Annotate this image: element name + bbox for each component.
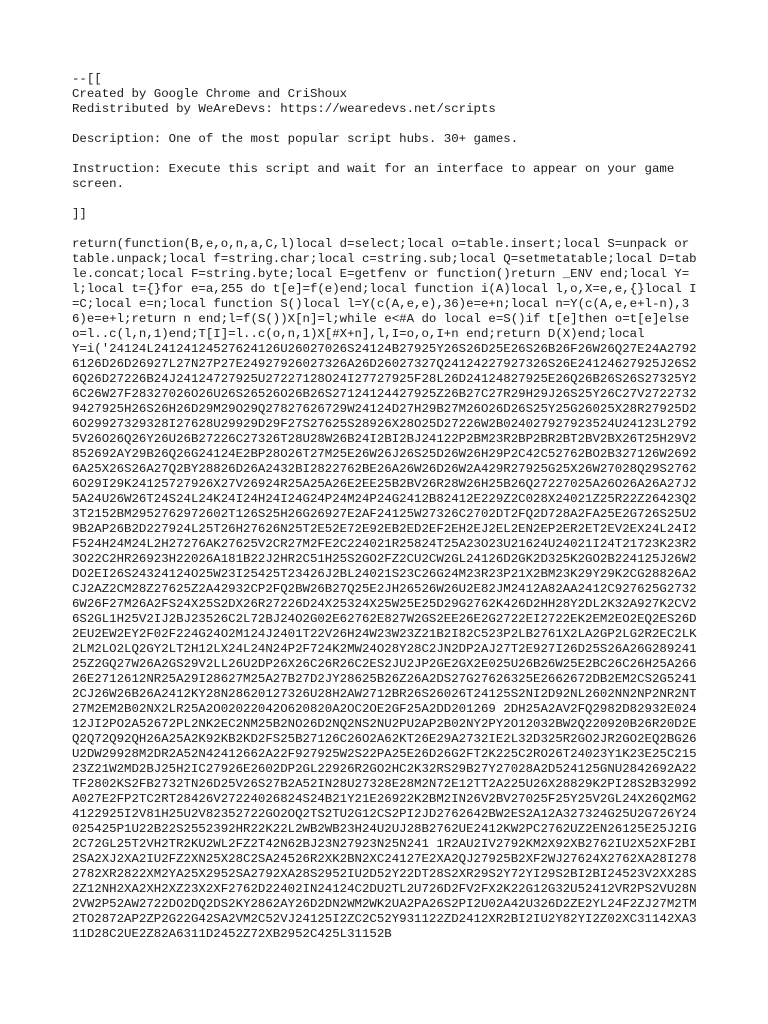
redistributed-by-line: Redistributed by WeAreDevs: https://wearedevs.net/scripts [72,102,496,116]
encoded-payload: Y=i('24124L24124124527624126U26027026S24124B27925Y26S26D25E26S26B26F26W26Q27E24A27926126D26D26927L27N27P27E24927926027326A26D26027327Q24124227927326S26E24124627925J26S26Q26D27226B24J24124727925U27227128O24I27727925F28L26D24124827925E26Q26B26S26S27325Y26C26W27F28327026O26U26S26526O26B26S27124124427925Z26B27C27R29H29J26S25Y26C27V27227329427925H26S26H26D29M29O29Q27827626729W24124D27H29B27M26O26D26S25Y25G26025X28R27925D26O29927329328I27628U29929D29F27S27625S28926X28O25D27226W2B024027927923524U24123L27925V26O26Q26Y26U26B27226C27326T28U28W26B24I2BI2BJ24122P2BM23R2BP2BR2BT2BV2BX26T25H29V2852692AY29B26Q26G24124E2BP28O26T27M25E26W26J26S25D26W26H29P2C42C52762BO2B327126W26926A25X26S26A27Q2BY28826D26A2432BI2822762BE26A26W26D26W2A429R27925G25X26W27028Q29S27626O29I29K24125727926X27V26924R25A25A26E2EE25B2BV26R28W26H25B26Q27227025A26O26A26A27J25A24U26W26T24S24L24K24I24H24I24G24P24M24P24G2412B82412E229Z2C028X24021Z25R22Z26423Q23T2152BM2952762972602T126S25H26G26927E2AF24125W27326C2702DT2FQ2D728A2FA25E2G726S25U29B2AP26B2D227924L25T26H27626N25T2E52E72E92EB2ED2EF2EH2EJ2EL2EN2EP2ER2ET2EV2EX24L24I2F524H24M24L2H27276AK27625V2CR27M2FE2C224021R25824T25A23O23U21624U24021I24T21723K23R23O22C2HR26923H22026A181B22J2HR2C51H25S2GO2FZ2CU2CW2GL24126D2GK2D325K2GO2B224125J26W2DO2EI26S24324124O25W23I25425T23426J2BL24021S23C26G24M23R23P21X2BM23K29Y29K2CG28826A2CJ2AZ2CM28Z27625Z2A42932CP2FQ2BW26B27Q25E2JH26526W26U2E82JM2412A82AA2412C927625G27326W26F27M26A2FS24X25S2DX26R27226D24X25324X25W25E25D29G2762K426D2HH28Y2DL2K32A927K2CV26S2GL1H25V2IJ2BJ23526C2L72BJ24O2G02E62762E827W2GS2EE26E2G2722EI2722EK2EM2EO2EQ2ES26D2EU2EW2EY2F02F224G24O2M124J2401T22V26H24W23W23Z21B2I82C523P2LB2761X2LA2GP2LG2R2EC2LK2LM2LO2LQ2GY2LT2H12LX24L24N24P2F724K2MW24O28Y28C2JN2DP2AJ27T2E927I26D25S26A26G28924125Z2GQ27W26A2GS29V2LL26U2DP26X26C26R26C2ES2JU2JP2GE2GX2E025U26B26W25E2BC26C26H25A26626E2712612NR25A29I28627M25A27B27D2JY28625B26Z26A2DS27G27626325E2662672DB2EM2CS2G52412CJ26W26B26A2412KY28N28620127326U28H2AW2712BR26S26026T24125S2NI2D92NL2602NN2NP2NR2NT27M2EM2B02NX2LR25A2O02022042O620820A2OC2OE2GF25A2DD201269 2DH25A2AV2FQ2982D82932E02412JI2PO2A52672PL2NK2EC2NM25B2NO26D2NQ2NS2NU2PU2AP2B02NY2PY2O12032BW2Q220920B26R20D2EQ2Q72Q92QH26A25A2K92KB2KD2FS25B27126C26O2A62KT26E29A2732IE2L32D325R2GO2JR2GO2EQ2BG26U2DW29928M2DR2A52N42412662A22F927925W2S22PA25E26D26G2FT2K225C2RO26T24023Y1K23E25C21523Z21W2MD2BJ25H2IC27926E2602DP2GL22926R2GO2HC2K32RS29B27Y27028A2D524125GNU2842692A22TF2802KS2FB2732TN26D25V26S27B2A52IN28U27328E28M2N72E12TT2A225U26X28829K2PI28S2B32992A027E2FP2TC2RT28426V27224026824S24B21Y21E26922K2BM2IN26V2BV27025F25Y25V2GL24X26Q2MG24122925I2V81H25U2V82352722GO2OQ2TS2TU2G12CS2PI2JD2762642BW2ES2A12A327324G25U2G726Y24025425P1U22B22S2552392HR22K22L2WB2WB23H24U2UJ28B2762UE2412KW2PC2762UZ2EN26125E25J2IG2C72GL25T2VH2TR2KU2WL2FZ2T42N62BJ23N27923N25N241 1R2AU2IV2792KM2X92XB2762IU2X52XF2BI2SA2XJ2XA2IU2FZ2XN25X28C2SA24526R2XK2BN2XC24127E2XA2QJ27925B2XF2WJ27624X2762XA28I2782782XR2822XM2YA25X2952SA2792XA28S2952IU2D52Y22DT28S2XR29S2Y72YI29S2BI2BI24523V2XX28S2Z12NH2XA2XH2XZ23X2XF2762D22402IN24124C2DU2TL2U726D2FV2FX2K22G12G32U52412VR2PS2VU28N2VW2P52AW2722DO2DQ2DS2KY2862AY26D2DN2WM2WK2UA2PA26S2PI2U02A42U326D2ZE2YL24F2ZJ27M2TM2TO2872AP2ZP2G22G42SA2VM2C52VJ24125I2ZC2C52Y931122ZD2412XR2BI2IU2Y82YI2Z02XC31142XA311D28C2UE2Z82A6311D2452Z72XB2952C425L31152B [72,342,697,941]
description-block [72,132,702,147]
code-block [72,237,702,942]
comment-open-marker: --[[ [72,72,102,86]
script-document [72,72,702,942]
comment-close-block [72,207,702,222]
code-line: return(function(B,e,o,n,a,C,l)local d=select;local o=table.insert;local S=unpack or table.unpack;local f=string.char;local c=string.sub;local Q=setmetatable;local D=table.concat;local F=string.byte;local E=getfenv or function()return _ENV end;local Y=l;local t={}for e=a,255 do t[e]=f(e)end;local function i(A)local l,o,X=e,e,{}local I=C;local e=n;local function S()local l=Y(c(A,e,e),36)e=e+n;local n=Y(c(A,e,e+l-n),36)e=e+l;return n end;l=f(S())X[n]=l;while e<#A do local e=S()if t[e]then o=t[e]else o=l..c(l,n,1)end;T[I]=l..c(o,n,1)X[#X+n],l,I=o,o,I+n end;return D(X)end;local [72,237,697,341]
created-by-line: Created by Google Chrome and CriShoux [72,87,348,101]
instruction-text: Instruction: Execute this script and wait for an interface to appear on your game screen. [72,162,682,191]
description-text: Description: One of the most popular script hubs. 30+ games. [72,132,519,146]
instruction-block [72,162,702,192]
header-comment-block [72,72,702,117]
comment-close-marker: ]] [72,207,87,221]
